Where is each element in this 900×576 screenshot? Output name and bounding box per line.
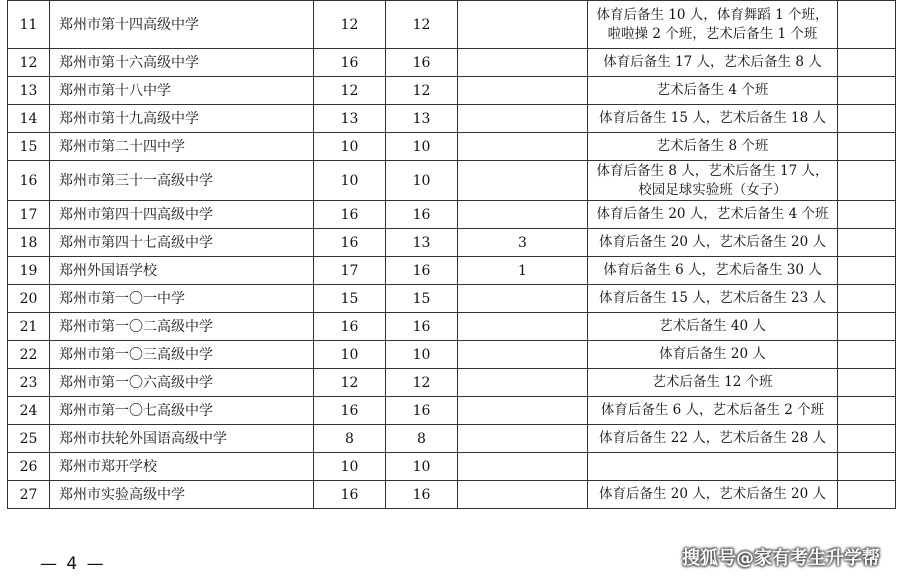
table-row xyxy=(8,453,896,481)
plan-extra-cell: 3 xyxy=(458,229,588,257)
row-number-cell: 17 xyxy=(8,201,50,229)
remark-cell: 体育后备生 22 人，艺术后备生 28 人 xyxy=(588,425,838,453)
row-number-cell: 19 xyxy=(8,257,50,285)
plan-quota-cell: 13 xyxy=(386,105,458,133)
plan-total-cell: 12 xyxy=(314,369,386,397)
table-row xyxy=(8,77,896,105)
blank-cell xyxy=(838,425,896,453)
plan-quota-cell: 13 xyxy=(386,229,458,257)
school-name-cell: 郑州市第二十四中学 xyxy=(50,133,314,161)
row-number-cell: 13 xyxy=(8,77,50,105)
plan-total-cell: 10 xyxy=(314,341,386,369)
blank-cell xyxy=(838,481,896,509)
plan-quota-cell: 10 xyxy=(386,453,458,481)
remark-cell: 体育后备生 20 人，艺术后备生 4 个班 xyxy=(588,201,838,229)
plan-quota-cell: 16 xyxy=(386,481,458,509)
table-row xyxy=(8,285,896,313)
plan-extra-cell xyxy=(458,369,588,397)
blank-cell xyxy=(838,313,896,341)
plan-extra-cell xyxy=(458,425,588,453)
row-number-cell: 25 xyxy=(8,425,50,453)
plan-quota-cell: 10 xyxy=(386,133,458,161)
blank-cell xyxy=(838,257,896,285)
plan-extra-cell xyxy=(458,397,588,425)
plan-quota-cell: 16 xyxy=(386,313,458,341)
plan-quota-cell: 16 xyxy=(386,201,458,229)
row-number-cell: 16 xyxy=(8,161,50,201)
school-name-cell: 郑州市第三十一高级中学 xyxy=(50,161,314,201)
plan-extra-cell xyxy=(458,49,588,77)
school-name-cell: 郑州市第一〇一中学 xyxy=(50,285,314,313)
plan-extra-cell xyxy=(458,453,588,481)
table-row xyxy=(8,257,896,285)
plan-quota-cell: 10 xyxy=(386,341,458,369)
remark-cell: 体育后备生 20 人，艺术后备生 20 人 xyxy=(588,229,838,257)
row-number-cell: 24 xyxy=(8,397,50,425)
plan-extra-cell xyxy=(458,105,588,133)
plan-quota-cell: 16 xyxy=(386,397,458,425)
remark-cell: 体育后备生 20 人 xyxy=(588,341,838,369)
plan-extra-cell xyxy=(458,313,588,341)
table-row xyxy=(8,105,896,133)
remark-cell: 体育后备生 20 人，艺术后备生 20 人 xyxy=(588,481,838,509)
row-number-cell: 18 xyxy=(8,229,50,257)
plan-quota-cell: 12 xyxy=(386,77,458,105)
plan-extra-cell xyxy=(458,133,588,161)
remark-cell: 体育后备生 10 人，体育舞蹈 1 个班，啦啦操 2 个班，艺术后备生 1 个班 xyxy=(588,1,838,49)
blank-cell xyxy=(838,201,896,229)
school-name-cell: 郑州市第十八中学 xyxy=(50,77,314,105)
plan-total-cell: 16 xyxy=(314,229,386,257)
plan-total-cell: 8 xyxy=(314,425,386,453)
row-number-cell: 23 xyxy=(8,369,50,397)
table-row xyxy=(8,49,896,77)
plan-total-cell: 16 xyxy=(314,481,386,509)
plan-total-cell: 16 xyxy=(314,201,386,229)
plan-extra-cell xyxy=(458,201,588,229)
blank-cell xyxy=(838,105,896,133)
row-number-cell: 12 xyxy=(8,49,50,77)
remark-cell: 体育后备生 15 人，艺术后备生 23 人 xyxy=(588,285,838,313)
plan-total-cell: 15 xyxy=(314,285,386,313)
plan-total-cell: 17 xyxy=(314,257,386,285)
page-number: — 4 — xyxy=(40,554,106,574)
remark-cell: 艺术后备生 4 个班 xyxy=(588,77,838,105)
school-name-cell: 郑州市第一〇七高级中学 xyxy=(50,397,314,425)
blank-cell xyxy=(838,341,896,369)
blank-cell xyxy=(838,133,896,161)
table-row xyxy=(8,397,896,425)
row-number-cell: 22 xyxy=(8,341,50,369)
plan-extra-cell xyxy=(458,1,588,49)
plan-total-cell: 10 xyxy=(314,453,386,481)
blank-cell xyxy=(838,49,896,77)
school-enrollment-table xyxy=(7,0,896,509)
row-number-cell: 11 xyxy=(8,1,50,49)
table-row xyxy=(8,161,896,201)
blank-cell xyxy=(838,77,896,105)
school-name-cell: 郑州市第一〇二高级中学 xyxy=(50,313,314,341)
school-name-cell: 郑州市郑开学校 xyxy=(50,453,314,481)
row-number-cell: 15 xyxy=(8,133,50,161)
school-name-cell: 郑州外国语学校 xyxy=(50,257,314,285)
school-name-cell: 郑州市第十九高级中学 xyxy=(50,105,314,133)
plan-quota-cell: 16 xyxy=(386,257,458,285)
plan-extra-cell xyxy=(458,161,588,201)
blank-cell xyxy=(838,285,896,313)
blank-cell xyxy=(838,369,896,397)
remark-cell: 体育后备生 6 人，艺术后备生 2 个班 xyxy=(588,397,838,425)
school-name-cell: 郑州市第一〇六高级中学 xyxy=(50,369,314,397)
plan-quota-cell: 10 xyxy=(386,161,458,201)
table-row xyxy=(8,341,896,369)
remark-cell: 艺术后备生 8 个班 xyxy=(588,133,838,161)
table-row xyxy=(8,425,896,453)
plan-total-cell: 10 xyxy=(314,133,386,161)
plan-extra-cell xyxy=(458,481,588,509)
plan-total-cell: 12 xyxy=(314,77,386,105)
school-name-cell: 郑州市第四十四高级中学 xyxy=(50,201,314,229)
row-number-cell: 26 xyxy=(8,453,50,481)
plan-quota-cell: 8 xyxy=(386,425,458,453)
remark-cell: 艺术后备生 40 人 xyxy=(588,313,838,341)
blank-cell xyxy=(838,397,896,425)
school-name-cell: 郑州市扶轮外国语高级中学 xyxy=(50,425,314,453)
blank-cell xyxy=(838,1,896,49)
plan-quota-cell: 12 xyxy=(386,1,458,49)
remark-cell: 体育后备生 6 人，艺术后备生 30 人 xyxy=(588,257,838,285)
plan-extra-cell xyxy=(458,77,588,105)
plan-extra-cell xyxy=(458,285,588,313)
school-name-cell: 郑州市第四十七高级中学 xyxy=(50,229,314,257)
plan-total-cell: 16 xyxy=(314,313,386,341)
plan-total-cell: 12 xyxy=(314,1,386,49)
table-row xyxy=(8,229,896,257)
plan-quota-cell: 16 xyxy=(386,49,458,77)
school-name-cell: 郑州市第一〇三高级中学 xyxy=(50,341,314,369)
remark-cell: 体育后备生 15 人，艺术后备生 18 人 xyxy=(588,105,838,133)
plan-extra-cell xyxy=(458,341,588,369)
table-row xyxy=(8,201,896,229)
plan-total-cell: 10 xyxy=(314,161,386,201)
remark-cell: 体育后备生 8 人，艺术后备生 17 人，校园足球实验班（女子） xyxy=(588,161,838,201)
plan-quota-cell: 12 xyxy=(386,369,458,397)
row-number-cell: 27 xyxy=(8,481,50,509)
school-name-cell: 郑州市第十四高级中学 xyxy=(50,1,314,49)
row-number-cell: 14 xyxy=(8,105,50,133)
blank-cell xyxy=(838,161,896,201)
school-name-cell: 郑州市实验高级中学 xyxy=(50,481,314,509)
row-number-cell: 20 xyxy=(8,285,50,313)
plan-total-cell: 13 xyxy=(314,105,386,133)
table-row xyxy=(8,313,896,341)
table-row xyxy=(8,481,896,509)
plan-extra-cell: 1 xyxy=(458,257,588,285)
source-watermark: 搜狐号@家有考生升学帮 xyxy=(682,548,880,569)
plan-total-cell: 16 xyxy=(314,397,386,425)
table-row xyxy=(8,369,896,397)
plan-quota-cell: 15 xyxy=(386,285,458,313)
remark-cell: 体育后备生 17 人，艺术后备生 8 人 xyxy=(588,49,838,77)
table-row xyxy=(8,133,896,161)
school-name-cell: 郑州市第十六高级中学 xyxy=(50,49,314,77)
blank-cell xyxy=(838,453,896,481)
plan-total-cell: 16 xyxy=(314,49,386,77)
blank-cell xyxy=(838,229,896,257)
remark-cell: 艺术后备生 12 个班 xyxy=(588,369,838,397)
row-number-cell: 21 xyxy=(8,313,50,341)
remark-cell xyxy=(588,453,838,481)
table-row xyxy=(8,1,896,49)
